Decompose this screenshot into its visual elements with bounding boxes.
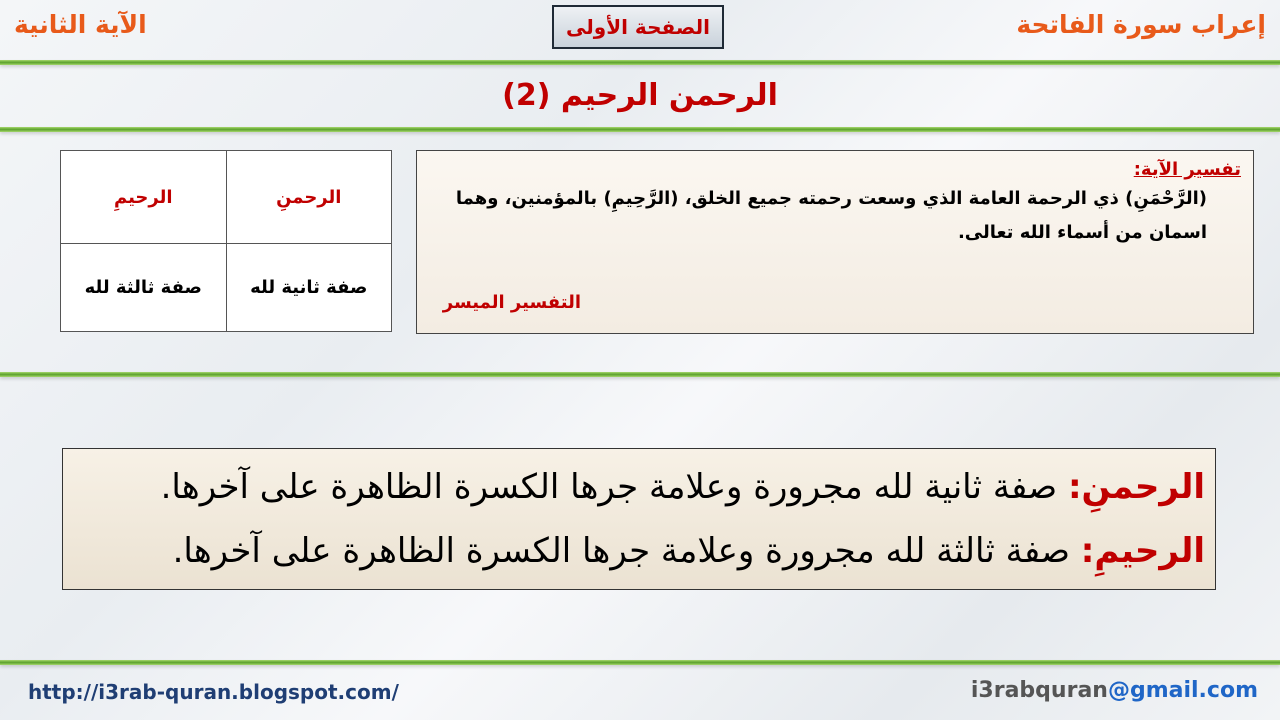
i3rab-label: الرحيمِ: [1080,531,1205,571]
table-cell-word: الرحيمِ [61,151,227,244]
i3rab-table [60,150,392,332]
table-row [61,151,392,244]
table-cell-word: الرحمنِ [226,151,392,244]
divider-ayah [0,127,1280,132]
i3rab-box [62,448,1216,590]
divider-top [0,60,1280,65]
i3rab-label: الرحمنِ: [1067,467,1205,507]
table-cell-role: صفة ثانية لله [226,244,392,332]
table-cell-role: صفة ثالثة لله [61,244,227,332]
tafsir-text: (الرَّحْمَنِ) ذي الرحمة العامة الذي وسعت رحمته جميع الخلق، (الرَّحِيمِ) بالمؤمنين، وهما اسمان من أسماء الله تعالى. [455,188,1207,243]
verse-title: الآية الثانية [14,10,147,39]
i3rab-line [73,455,1205,519]
i3rab-text: صفة ثانية لله مجرورة وعلامة جرها الكسرة الظاهرة على آخرها. [160,467,1058,507]
ayah-text: الرحمن الرحيم (2) [502,78,778,113]
table-row [61,244,392,332]
tafsir-box [416,150,1254,334]
divider-middle [0,372,1280,377]
tafsir-source: التفسير الميسر [442,292,581,313]
i3rab-line [73,519,1205,583]
email-link[interactable] [971,678,1258,703]
email-domain: @gmail.com [1107,678,1258,703]
divider-bottom [0,660,1280,665]
tafsir-title: تفسير الآية: [1133,159,1241,180]
email-user: i3rabquran [970,678,1108,703]
page-button[interactable]: الصفحة الأولى [552,5,724,49]
blog-link[interactable]: http://i3rab-quran.blogspot.com/ [28,680,399,704]
surah-title: إعراب سورة الفاتحة [1016,10,1266,39]
i3rab-text: صفة ثالثة لله مجرورة وعلامة جرها الكسرة الظاهرة على آخرها. [172,531,1070,571]
